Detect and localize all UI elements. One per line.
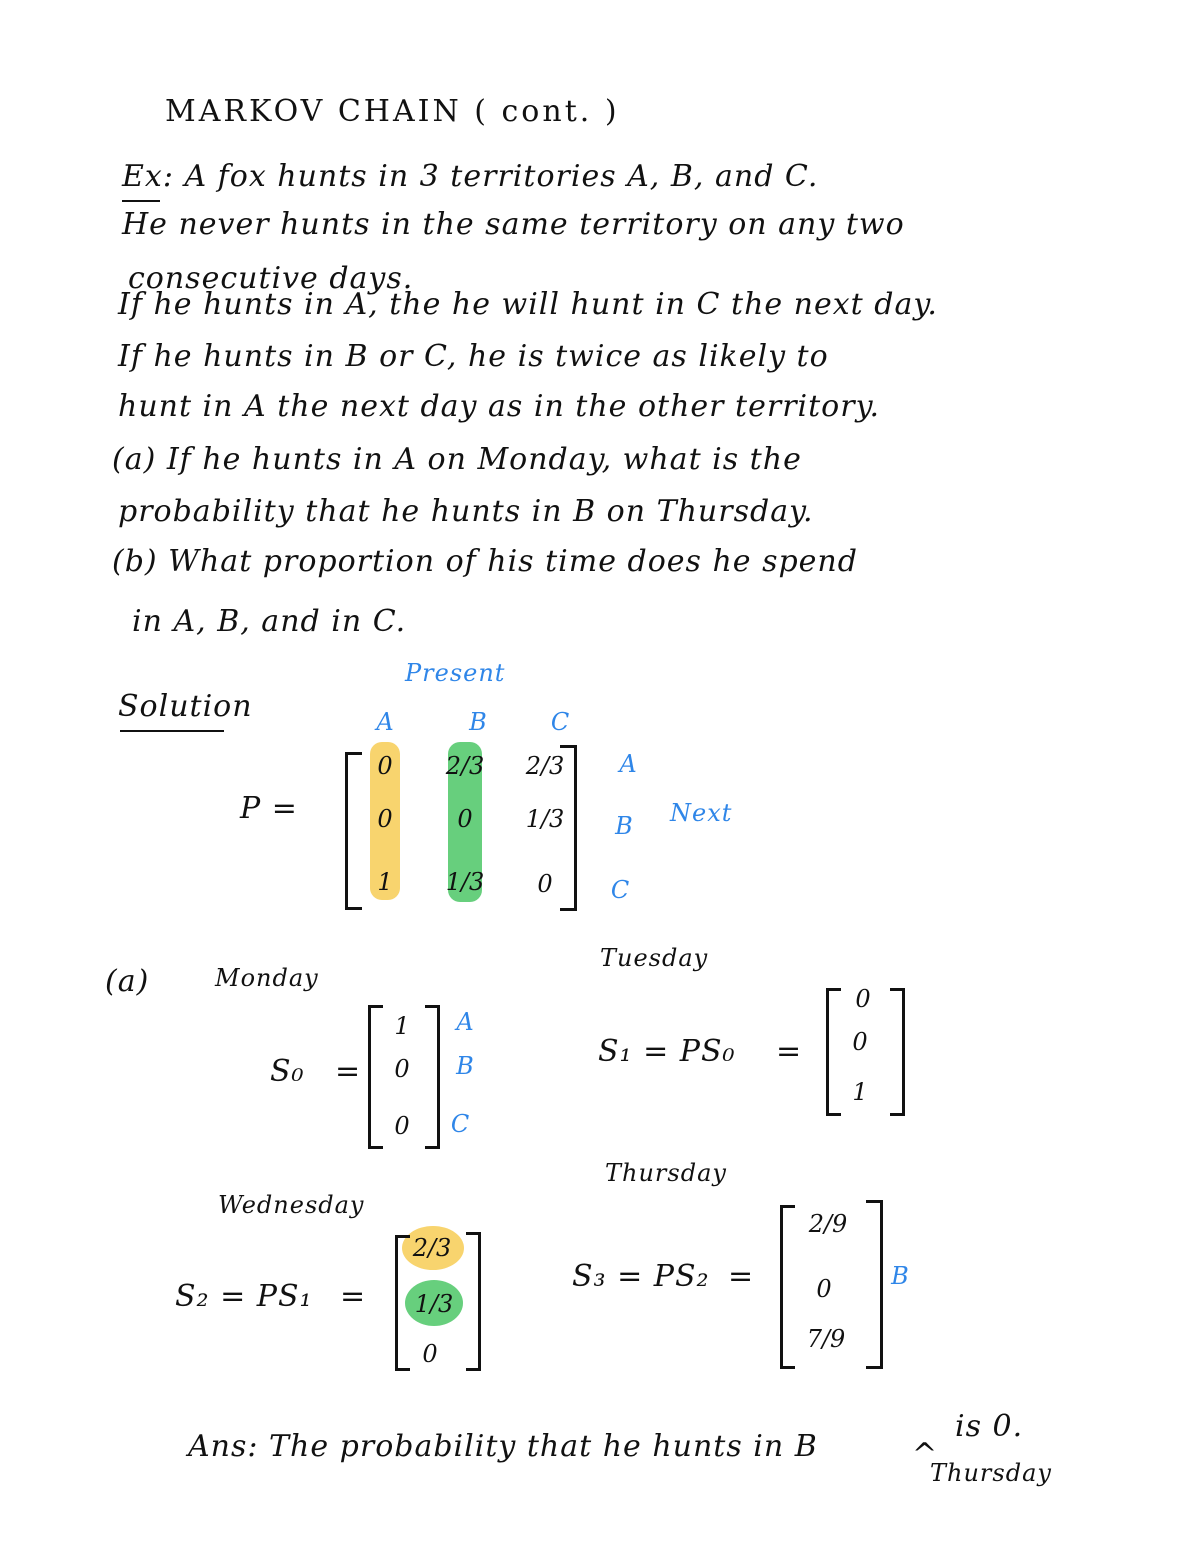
- matrix-cell: 2/3: [525, 752, 565, 780]
- matrix-cell: 2/3: [445, 752, 485, 780]
- problem-line: probability that he hunts in B on Thursday.: [118, 494, 814, 529]
- b-marker: B: [891, 1262, 909, 1290]
- col-label: C: [550, 708, 570, 736]
- s1-lhs: S₁ = PS₀: [598, 1034, 736, 1069]
- solution-heading: Solution: [118, 689, 253, 724]
- s3-left-bracket: [780, 1205, 795, 1369]
- matrix-cell: 1/3: [525, 805, 565, 833]
- col-label: B: [469, 708, 487, 736]
- problem-line: in A, B, and in C.: [132, 604, 407, 639]
- vector-cell: 1: [852, 1078, 868, 1106]
- vector-cell: 2/3: [412, 1234, 452, 1262]
- row-label: C: [610, 876, 630, 904]
- vector-cell: 2/9: [808, 1210, 848, 1238]
- vector-cell: 0: [816, 1275, 832, 1303]
- vector-cell: 0: [852, 1028, 868, 1056]
- problem-line: He never hunts in the same territory on any two: [122, 207, 905, 242]
- next-label: Next: [670, 799, 733, 827]
- vector-cell: 0: [422, 1340, 438, 1368]
- problem-line: (a) If he hunts in A on Monday, what is the: [112, 442, 802, 477]
- wednesday-label: Wednesday: [218, 1191, 365, 1219]
- tuesday-label: Tuesday: [600, 944, 709, 972]
- vector-cell: 0: [394, 1055, 410, 1083]
- row-label: A: [619, 750, 637, 778]
- s3-lhs: S₃ = PS₂: [572, 1259, 710, 1294]
- answer-insert-mark: ^: [912, 1437, 939, 1472]
- matrix-cell: 1/3: [445, 868, 485, 896]
- problem-line: Ex: A fox hunts in 3 territories A, B, and C.: [122, 159, 819, 194]
- vector-cell: 0: [855, 985, 871, 1013]
- s2-equals: =: [340, 1279, 367, 1314]
- problem-line: If he hunts in A, the he will hunt in C the next day.: [118, 287, 938, 322]
- s0-lhs: S₀: [270, 1054, 305, 1089]
- matrix-cell: 0: [377, 805, 393, 833]
- problem-line: If he hunts in B or C, he is twice as likely to: [118, 339, 829, 374]
- matrix-name: P =: [240, 791, 298, 826]
- row-label: B: [615, 812, 633, 840]
- problem-line: consecutive days.: [128, 261, 414, 296]
- answer-text: Ans: The probability that he hunts in B: [188, 1429, 818, 1464]
- answer-insert: Thursday: [930, 1459, 1052, 1487]
- vector-cell: 1/3: [414, 1290, 454, 1318]
- present-label: Present: [405, 659, 506, 687]
- matrix-cell: 1: [377, 868, 393, 896]
- part-a-label: (a): [105, 964, 150, 999]
- solution-underline: [120, 730, 224, 732]
- s3-equals: =: [728, 1259, 755, 1294]
- s2-lhs: S₂ = PS₁: [175, 1279, 313, 1314]
- matrix-cell: 0: [537, 870, 553, 898]
- s2-right-bracket: [466, 1232, 481, 1371]
- s1-equals: =: [776, 1034, 803, 1069]
- vector-cell: 0: [394, 1112, 410, 1140]
- problem-line: (b) What proportion of his time does he spend: [112, 544, 858, 579]
- col-label: A: [376, 708, 394, 736]
- problem-line: hunt in A the next day as in the other territory.: [118, 389, 881, 424]
- page-title: MARKOV CHAIN ( cont. ): [165, 94, 620, 129]
- matrix-cell: 0: [457, 805, 473, 833]
- s0-equals: =: [335, 1054, 362, 1089]
- matrix-cell: 0: [377, 752, 393, 780]
- vector-cell: 1: [394, 1012, 410, 1040]
- ex-underline: [122, 200, 160, 202]
- state-label: A: [456, 1008, 474, 1036]
- thursday-label: Thursday: [605, 1159, 727, 1187]
- vector-cell: 7/9: [806, 1325, 846, 1353]
- answer-tail: is 0.: [955, 1409, 1024, 1444]
- monday-label: Monday: [215, 964, 319, 992]
- state-label: B: [456, 1052, 474, 1080]
- state-label: C: [450, 1110, 470, 1138]
